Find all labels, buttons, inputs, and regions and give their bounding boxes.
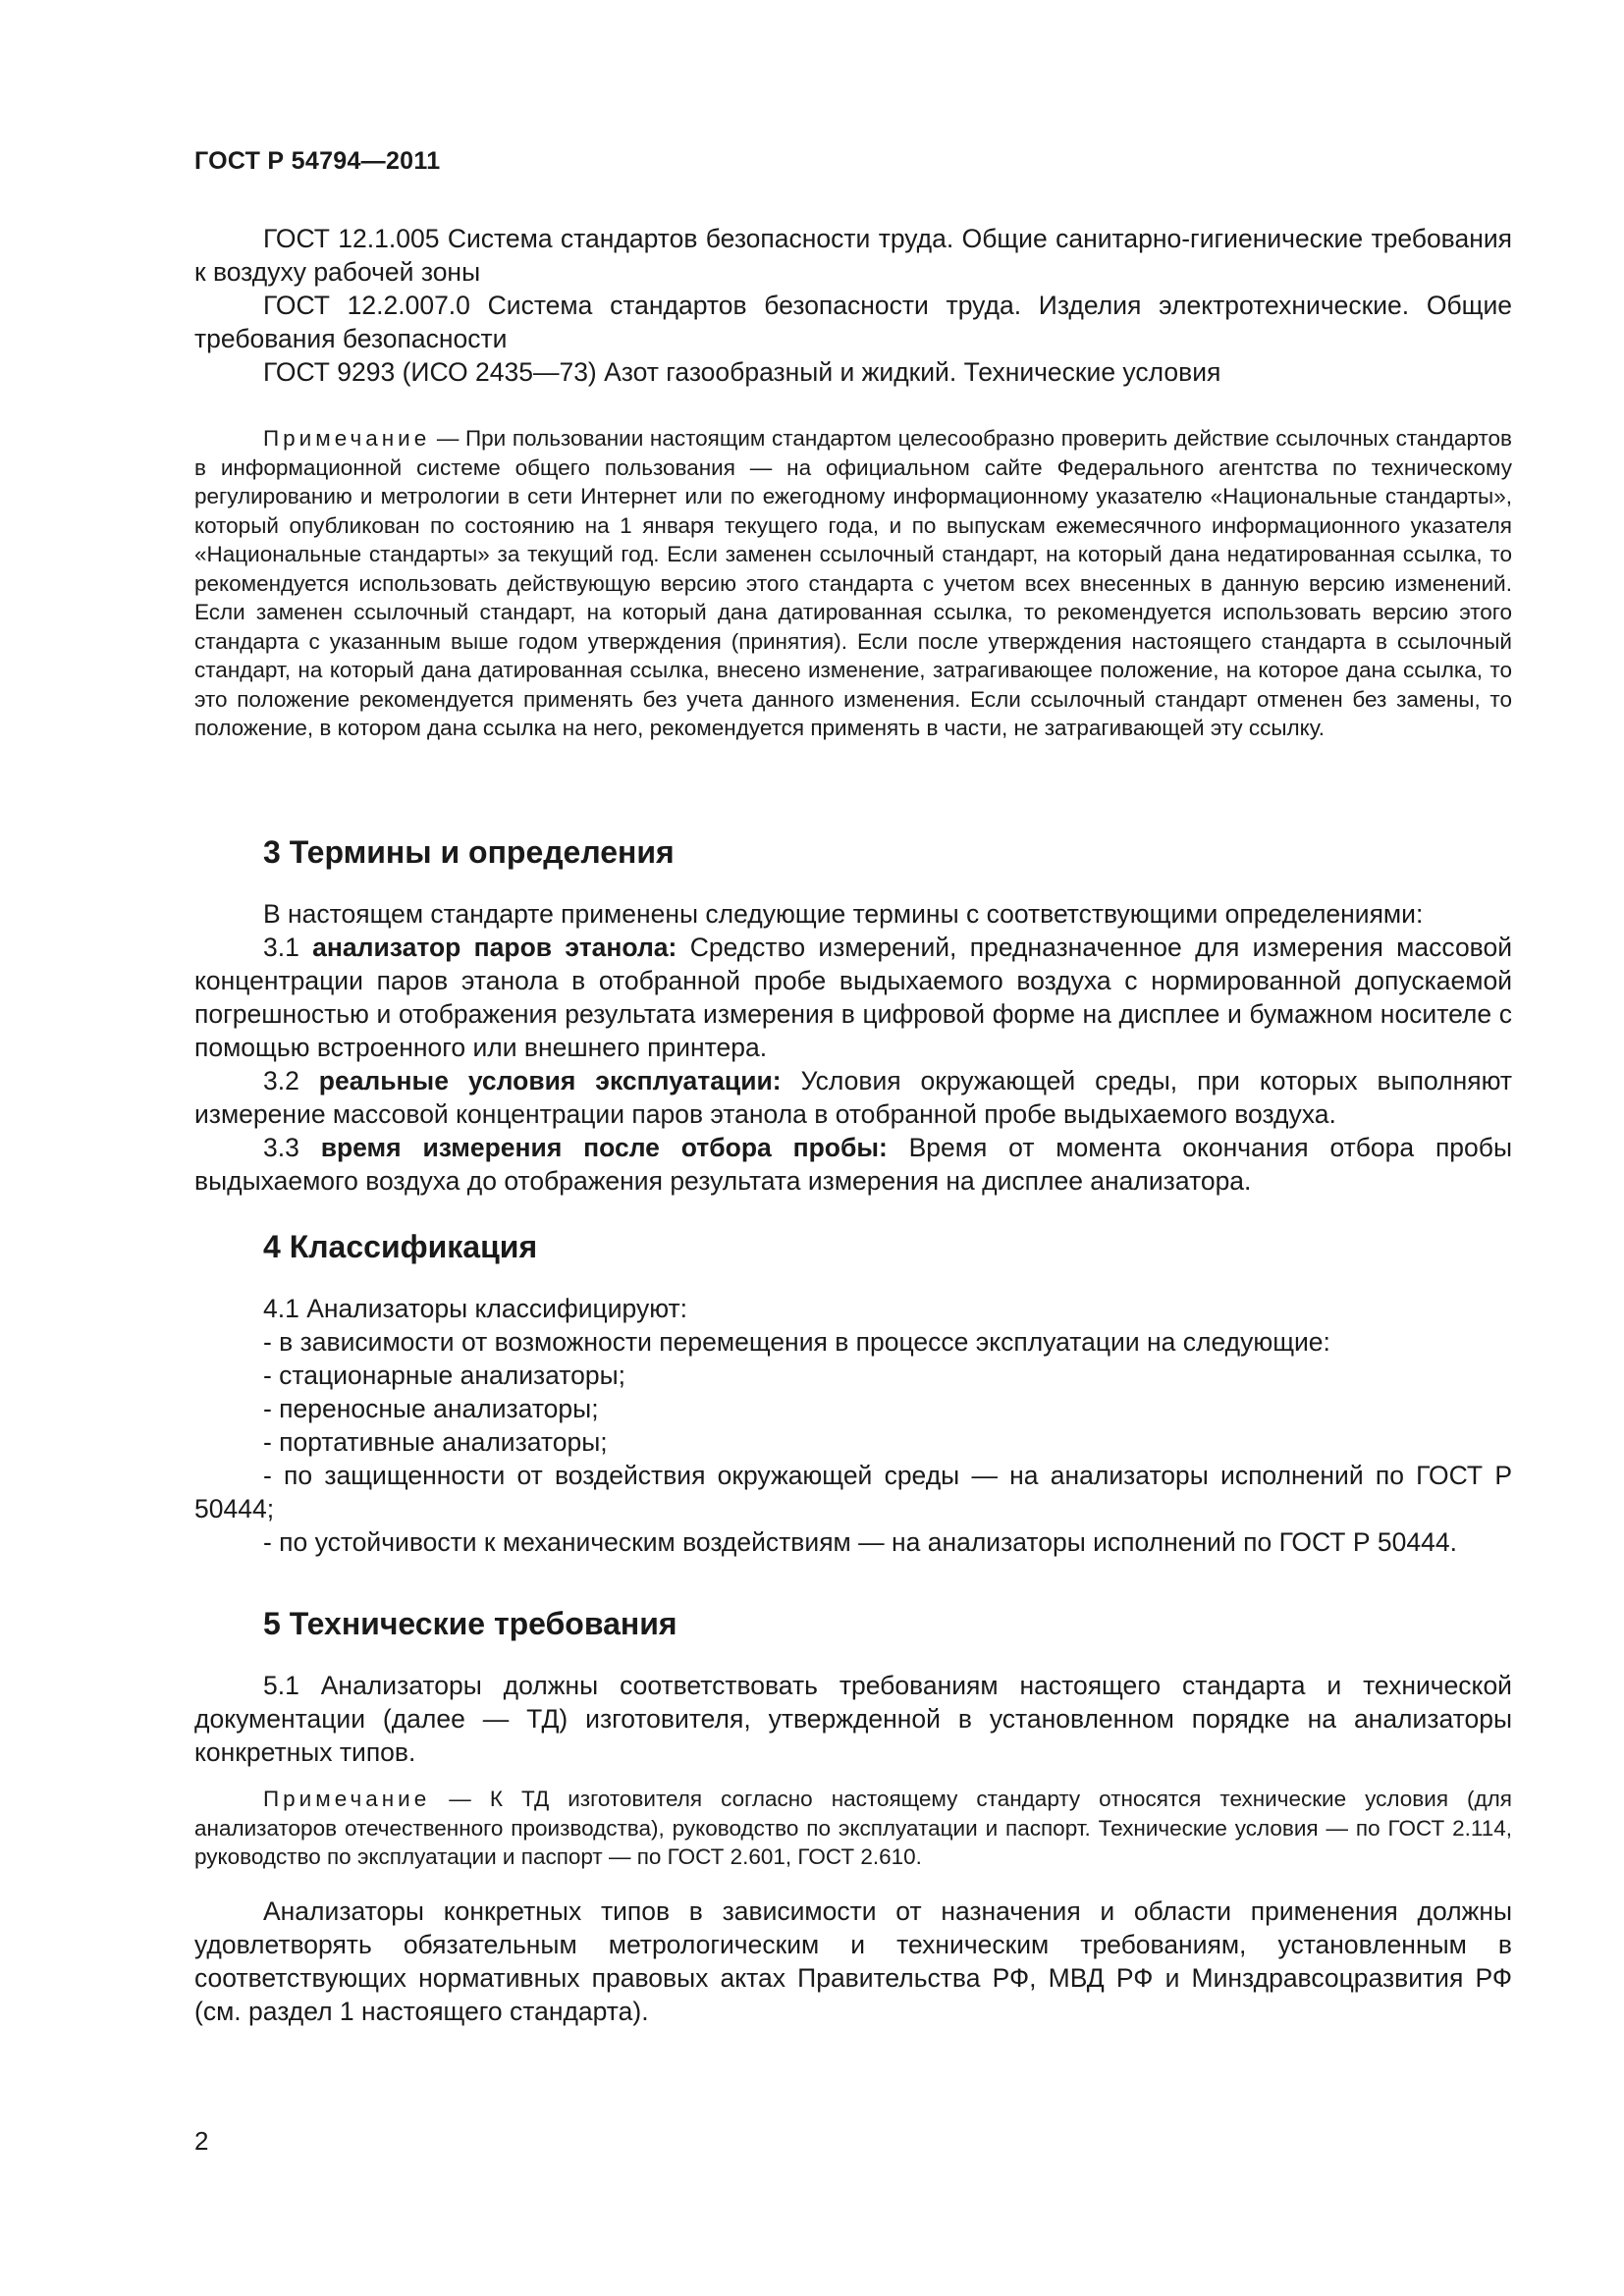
note-label: Примечание bbox=[263, 426, 431, 451]
section-3-body bbox=[194, 897, 1512, 1198]
section-5-body-2 bbox=[194, 1895, 1512, 2028]
term-text: Условия окружающей среды, при которых выполняют измерение массовой концентрации паров этанола в отобранной пробе выдыхаемого воздуха. bbox=[194, 1066, 1513, 1129]
term-number: 3.2 bbox=[263, 1066, 319, 1095]
term-name: реальные условия эксплуатации: bbox=[318, 1066, 782, 1095]
term-definition bbox=[194, 931, 1512, 1064]
reference-item: ГОСТ 12.2.007.0 Система стандартов безопасности труда. Изделия электротехнические. Общие требования безопасности bbox=[194, 291, 1512, 353]
term-definition bbox=[194, 1131, 1512, 1198]
section-5-heading bbox=[194, 1606, 1512, 1642]
section-heading: 4 Классификация bbox=[263, 1229, 538, 1264]
term-name: анализатор паров этанола: bbox=[312, 933, 677, 962]
section-3-heading bbox=[194, 834, 1512, 871]
list-item: - по защищенности от воздействия окружающей среды — на анализаторы исполнений по ГОСТ Р 50444; bbox=[194, 1461, 1512, 1523]
term-number: 3.1 bbox=[263, 933, 313, 962]
reference-item: ГОСТ 9293 (ИСО 2435—73) Азот газообразный и жидкий. Технические условия bbox=[263, 357, 1221, 387]
clause-paragraph: 5.1 Анализаторы должны соответствовать требованиям настоящего стандарта и технической документации (далее — ТД) изготовителя, утвержденной в установленном порядке на анализаторы конкретных типов. bbox=[194, 1671, 1512, 1767]
section-4-body bbox=[194, 1292, 1512, 1559]
note-text: — К ТД изготовителя согласно настоящему стандарту относятся технические условия (для анализаторов отечественного производства), руководство по эксплуатации и паспорт. Технические условия — по ГОСТ 2.114, руководство по эксплуатации и паспорт — по ГОСТ 2.601, ГОСТ 2.610. bbox=[194, 1787, 1512, 1869]
section-heading: 3 Термины и определения bbox=[263, 834, 675, 870]
list-item: - переносные анализаторы; bbox=[263, 1394, 599, 1423]
list-item: - портативные анализаторы; bbox=[263, 1427, 608, 1457]
document-header: ГОСТ Р 54794—2011 bbox=[194, 147, 441, 175]
normative-references bbox=[194, 222, 1512, 389]
note-references bbox=[194, 424, 1512, 743]
list-item: - стационарные анализаторы; bbox=[263, 1361, 626, 1390]
list-item: - в зависимости от возможности перемещения в процессе эксплуатации на следующие: bbox=[263, 1327, 1330, 1357]
term-text: Средство измерений, предназначенное для измерения массовой концентрации паров этанола в отобранной пробе выдыхаемого воздуха с нормированной допускаемой погрешностью и отображения результата измерения в цифровой форме на дисплее и бумажном носителе с помощью встроенного или внешнего принтера. bbox=[194, 933, 1512, 1062]
term-name: время измерения после отбора пробы: bbox=[320, 1133, 888, 1162]
reference-item: ГОСТ 12.1.005 Система стандартов безопасности труда. Общие санитарно-гигиенические требования к воздуху рабочей зоны bbox=[194, 224, 1512, 287]
list-item: 4.1 Анализаторы классифицируют: bbox=[263, 1294, 688, 1323]
section-5-body bbox=[194, 1669, 1512, 1769]
section-4-heading bbox=[194, 1229, 1512, 1265]
section-intro: В настоящем стандарте применены следующие термины с соответствующими определениями: bbox=[263, 899, 1424, 929]
section-heading: 5 Технические требования bbox=[263, 1606, 677, 1641]
clause-paragraph: Анализаторы конкретных типов в зависимости от назначения и области применения должны удовлетворять обязательным метрологическим и техническим требованиям, установленным в соответствующих нормативных правовых актах Правительства РФ, МВД РФ и Минздравсоцразвития РФ (см. раздел 1 настоящего стандарта). bbox=[194, 1896, 1512, 2026]
note-td bbox=[194, 1785, 1512, 1872]
term-text: Время от момента окончания отбора пробы выдыхаемого воздуха до отображения результата измерения на дисплее анализатора. bbox=[194, 1133, 1513, 1196]
note-paragraph bbox=[194, 1785, 1512, 1872]
term-definition bbox=[194, 1064, 1512, 1131]
note-label: Примечание bbox=[263, 1787, 431, 1811]
note-text: — При пользовании настоящим стандартом целесообразно проверить действие ссылочных стандартов в информационной системе общего пользования — на официальном сайте Федерального агентства по техническому регулированию и метрологии в сети Интернет или по ежегодному информационному указателю «Национальные стандарты», который опубликован по состоянию на 1 января текущего года, и по выпускам ежемесячного информационного указателя «Национальные стандарты» за текущий год. Если заменен ссылочный стандарт, на который дана недатированная ссылка, то рекомендуется использовать действующую версию этого стандарта с учетом всех внесенных в данную версию изменений. Если заменен ссылочный стандарт, на который дана датированная ссылка, то рекомендуется использовать версию этого стандарта с указанным выше годом утверждения (принятия). Если после утверждения настоящего стандарта в ссылочный стандарт, на который дана датированная ссылка, внесено изменение, затрагивающее положение, на которое дана ссылка, то это положение рекомендуется применять без учета данного изменения. Если ссылочный стандарт отменен без замены, то положение, в котором дана ссылка на него, рекомендуется применять в части, не затрагивающей эту ссылку. bbox=[194, 426, 1512, 740]
term-number: 3.3 bbox=[263, 1133, 321, 1162]
note-paragraph bbox=[194, 424, 1512, 743]
list-item: - по устойчивости к механическим воздействиям — на анализаторы исполнений по ГОСТ Р 50444. bbox=[263, 1527, 1457, 1557]
page-number: 2 bbox=[194, 2126, 209, 2156]
